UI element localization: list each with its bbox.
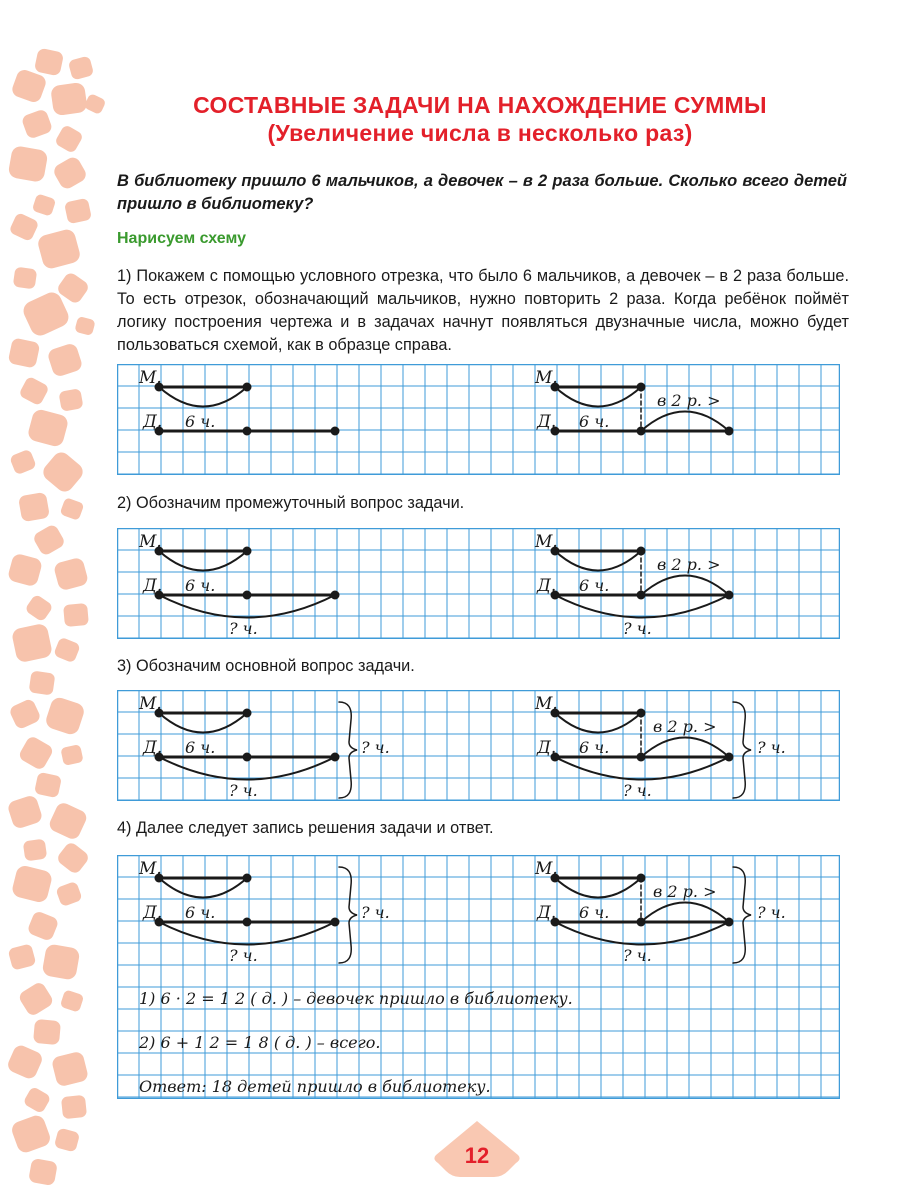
label-question: ? ч. (623, 619, 652, 638)
step-3-text: 3) Обозначим основной вопрос задачи. (117, 657, 415, 675)
diagram-grid-step-1 (117, 364, 840, 475)
label-question: ? ч. (623, 946, 652, 965)
step-1-text: 1) Покажем с помощью условного отрезка, что было 6 мальчиков, а девочек – в 2 раза больше. То есть отрезок, обозначающий мальчиков, нужно повторить 2 раза. Когда ребёнок поймёт логику построения чертежа и в задачах начнут появляться двузначные числа, можно будет пользоваться схемой, как в образце справа. (117, 267, 849, 354)
diagram-grid-step-4 (117, 855, 840, 1099)
label-six: 6 ч. (185, 738, 216, 757)
label-girls: Д. (537, 903, 557, 923)
label-boys: М. (139, 694, 162, 714)
label-times: в 2 р. > (657, 555, 721, 574)
label-six: 6 ч. (579, 738, 610, 757)
solution-line-1: 1) 6 · 2 = 1 2 ( д. ) – девочек пришло в библиотеку. (139, 989, 573, 1008)
label-six: 6 ч. (579, 412, 610, 431)
label-boys: М. (535, 694, 558, 714)
label-girls: Д. (537, 412, 557, 432)
label-six: 6 ч. (185, 412, 216, 431)
label-boys: М. (139, 532, 162, 552)
label-girls: Д. (143, 576, 163, 596)
label-girls: Д. (143, 738, 163, 758)
label-boys: М. (535, 859, 558, 879)
label-question: ? ч. (229, 781, 258, 800)
label-times: в 2 р. > (657, 391, 721, 410)
label-boys: М. (139, 368, 162, 388)
diagram-grid-step-3 (117, 690, 840, 801)
label-girls: Д. (143, 903, 163, 923)
solution-line-2: 2) 6 + 1 2 = 1 8 ( д. ) – всего. (139, 1033, 381, 1052)
label-boys: М. (535, 532, 558, 552)
label-boys: М. (535, 368, 558, 388)
label-question: ? ч. (229, 946, 258, 965)
label-six: 6 ч. (185, 903, 216, 922)
label-girls: Д. (537, 576, 557, 596)
diagram-grid-step-2 (117, 528, 840, 639)
page-number-badge (432, 1119, 522, 1179)
page-title: СОСТАВНЫЕ ЗАДАЧИ НА НАХОЖДЕНИЕ СУММЫ (193, 92, 767, 118)
step-2-text: 2) Обозначим промежуточный вопрос задачи. (117, 494, 465, 512)
label-total-question: ? ч. (757, 738, 786, 757)
label-times: в 2 р. > (653, 882, 717, 901)
label-question: ? ч. (229, 619, 258, 638)
label-six: 6 ч. (579, 903, 610, 922)
decorative-stones-border (0, 0, 110, 1200)
label-boys: М. (139, 859, 162, 879)
label-total-question: ? ч. (361, 738, 390, 757)
problem-statement: В библиотеку пришло 6 мальчиков, а девочек – в 2 раза больше. Сколько всего детей пришло в библиотеку? (117, 172, 847, 213)
answer-line: Ответ: 18 детей пришло в библиотеку. (139, 1077, 491, 1096)
label-total-question: ? ч. (757, 903, 786, 922)
step-4-text: 4) Далее следует запись решения задачи и ответ. (117, 819, 494, 837)
section-heading: Нарисуем схему (117, 230, 247, 247)
label-girls: Д. (143, 412, 163, 432)
label-six: 6 ч. (579, 576, 610, 595)
label-total-question: ? ч. (361, 903, 390, 922)
label-six: 6 ч. (185, 576, 216, 595)
label-question: ? ч. (623, 781, 652, 800)
page-number: 12 (464, 1143, 490, 1168)
label-girls: Д. (537, 738, 557, 758)
page-subtitle: (Увеличение числа в несколько раз) (267, 120, 693, 146)
label-times: в 2 р. > (653, 717, 717, 736)
